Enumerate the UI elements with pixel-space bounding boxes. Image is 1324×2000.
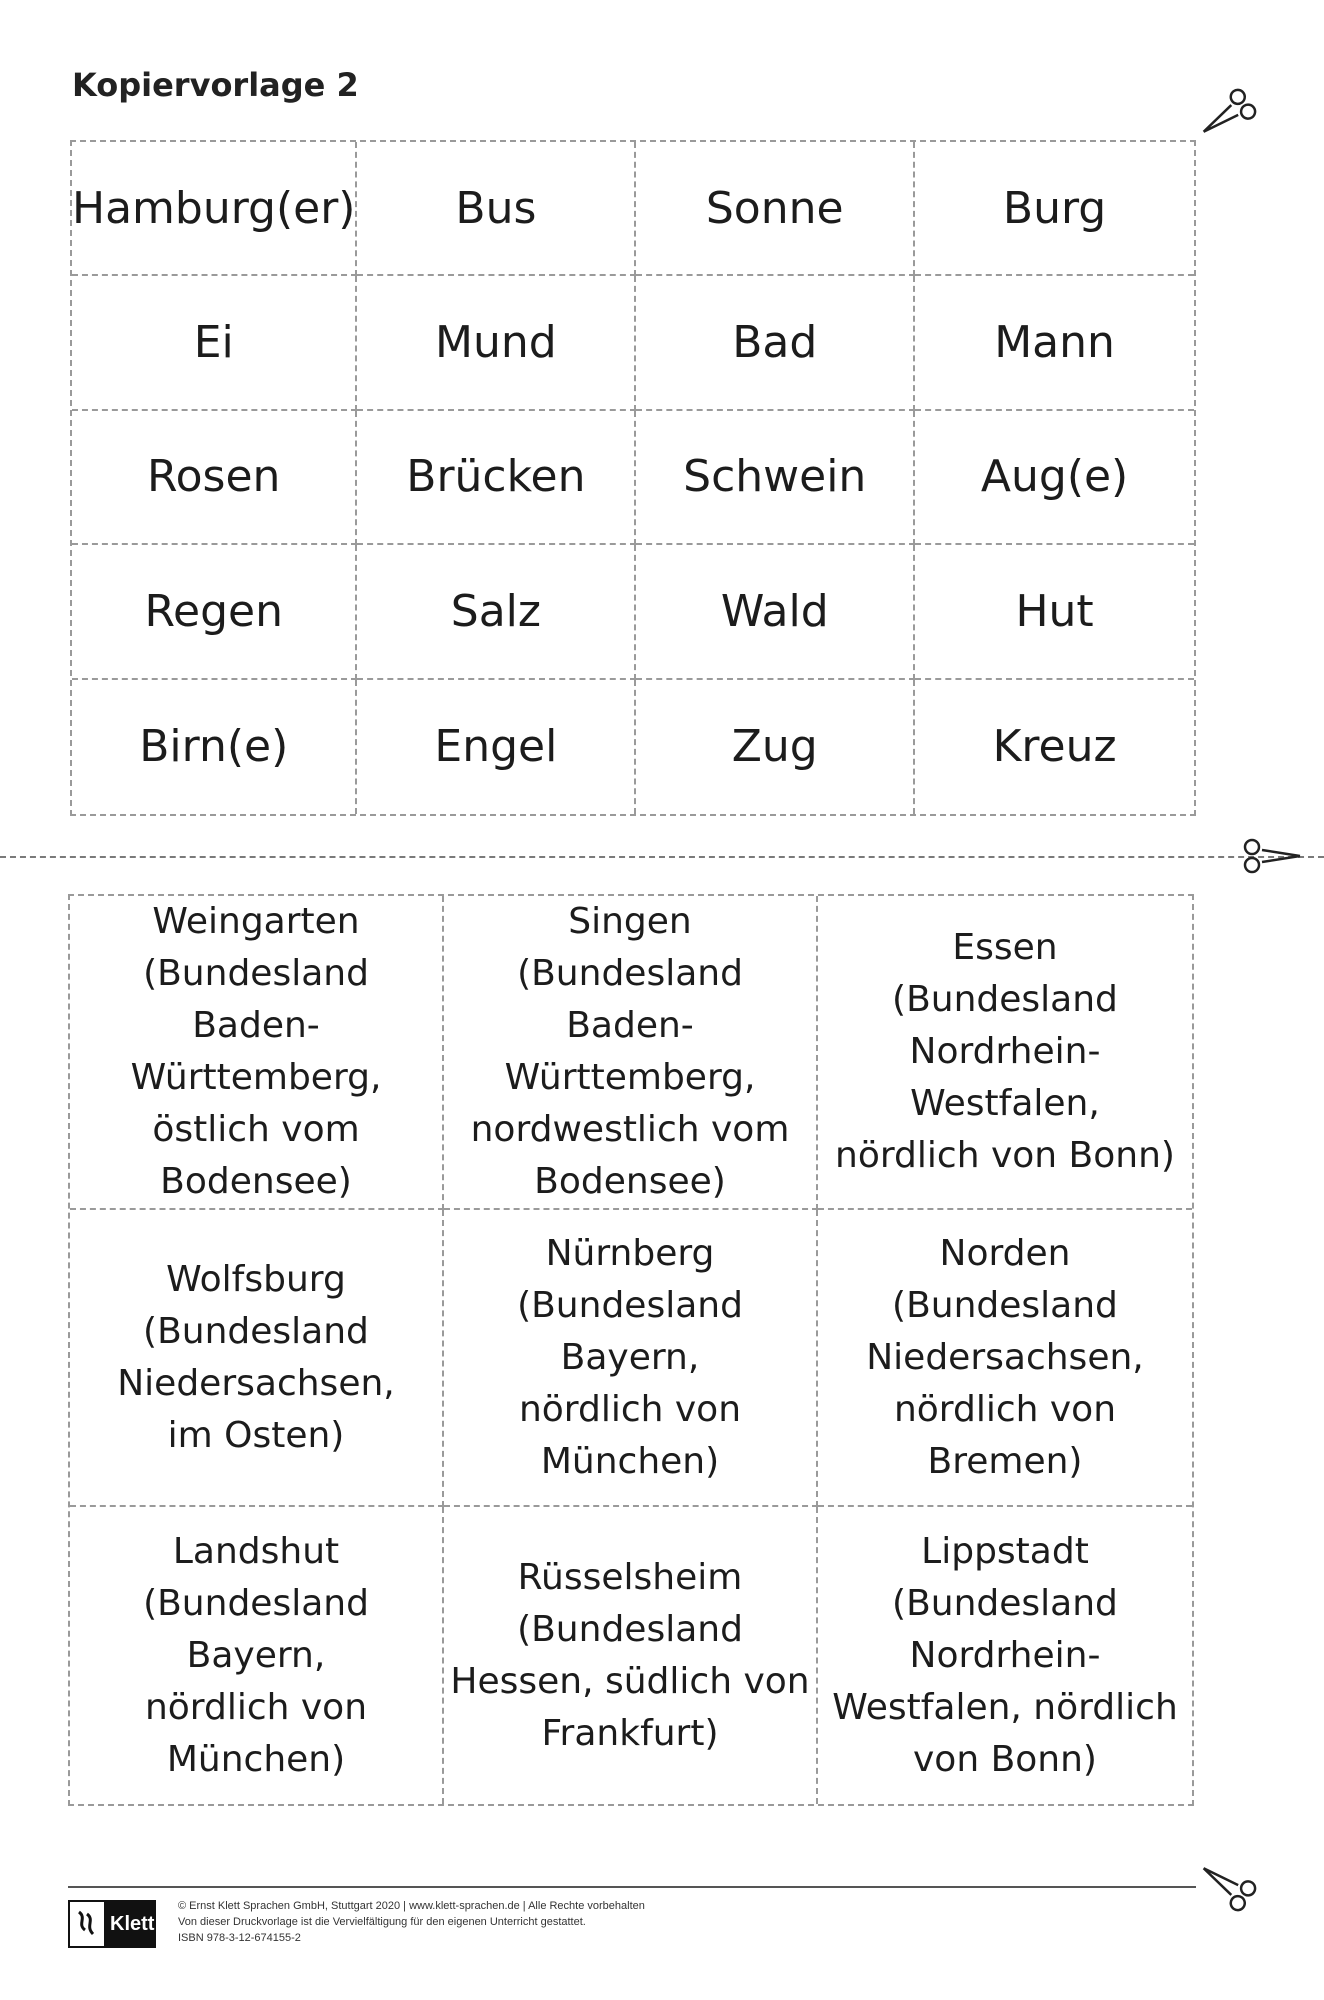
place-card-line: Württemberg, xyxy=(130,1057,382,1098)
place-card-line: nördlich von Bonn) xyxy=(835,1135,1175,1176)
place-card-line: nördlich von xyxy=(518,1388,742,1430)
place-card-line: (Bundesland Baden- xyxy=(143,953,369,1046)
place-card-line: im Osten) xyxy=(167,1414,345,1456)
place-card-line: Nürnberg xyxy=(545,1232,715,1274)
scissors-icon xyxy=(1192,80,1267,147)
place-card xyxy=(70,896,444,1210)
word-card: Birn(e) xyxy=(72,680,357,814)
place-card-line: Bodensee) xyxy=(160,1161,352,1202)
place-card xyxy=(818,1210,1192,1507)
place-card-line: von Bonn) xyxy=(912,1738,1097,1780)
page-title: Kopiervorlage 2 xyxy=(72,66,359,104)
place-card-line: (Bundesland xyxy=(892,979,1118,1020)
place-card-line: Landshut xyxy=(172,1530,340,1572)
place-card-line: nördlich von xyxy=(893,1388,1117,1430)
footer-rule xyxy=(68,1886,1196,1888)
place-card-line: Lippstadt xyxy=(921,1530,1089,1572)
word-card: Salz xyxy=(357,545,636,679)
word-card: Ei xyxy=(72,276,357,410)
word-card: Rosen xyxy=(72,411,357,545)
word-card: Aug(e) xyxy=(915,411,1194,545)
word-card: Mann xyxy=(915,276,1194,410)
place-card xyxy=(818,896,1192,1210)
scissors-icon xyxy=(1192,1852,1267,1919)
place-card-line: Bremen) xyxy=(927,1440,1083,1482)
place-card xyxy=(444,1507,818,1804)
place-card xyxy=(444,1210,818,1507)
word-card: Schwein xyxy=(636,411,915,545)
place-card xyxy=(818,1507,1192,1804)
word-card: Zug xyxy=(636,680,915,814)
word-card: Engel xyxy=(357,680,636,814)
word-card: Hamburg(er) xyxy=(72,142,357,276)
copyright-line: © Ernst Klett Sprachen GmbH, Stuttgart 2020 | www.klett-sprachen.de | Alle Rechte vorbehalten xyxy=(178,1900,645,1912)
word-card: Regen xyxy=(72,545,357,679)
place-card-line: Nordrhein- xyxy=(909,1031,1101,1072)
place-card-line: Westfalen, xyxy=(910,1083,1100,1124)
place-card-line: (Bundesland xyxy=(892,1582,1118,1624)
place-card xyxy=(70,1507,444,1804)
place-card-line: nordwestlich vom xyxy=(470,1109,790,1150)
scissors-icon xyxy=(1236,838,1302,874)
place-card-line: Nordrhein- xyxy=(909,1634,1101,1676)
word-card: Brücken xyxy=(357,411,636,545)
place-card-line: östlich vom xyxy=(152,1109,360,1150)
copyright-notice xyxy=(178,1898,645,1946)
word-card: Kreuz xyxy=(992,721,1117,773)
word-card: Sonne xyxy=(636,142,915,276)
word-card: Bad xyxy=(636,276,915,410)
place-card-line: München) xyxy=(166,1738,346,1780)
place-card xyxy=(70,1210,444,1507)
place-card-line: (Bundesland Baden- xyxy=(517,953,743,1046)
logo-wordmark: Klett xyxy=(110,1912,155,1935)
place-card-line: Bodensee) xyxy=(534,1161,726,1202)
place-card-line: München) xyxy=(540,1440,720,1482)
place-card-line: Rüsselsheim xyxy=(517,1556,743,1598)
place-card-line: Württemberg, xyxy=(504,1057,756,1098)
isbn: ISBN 978-3-12-674155-2 xyxy=(178,1932,301,1944)
place-card-line: (Bundesland Bayern, xyxy=(517,1284,743,1378)
word-card: Bus xyxy=(357,142,636,276)
place-card-line: Frankfurt) xyxy=(541,1712,719,1754)
place-card-line: Niedersachsen, xyxy=(117,1362,395,1404)
place-card-line: (Bundesland xyxy=(892,1284,1118,1326)
word-card: Burg xyxy=(915,142,1194,276)
place-card-line: (Bundesland xyxy=(517,1608,743,1650)
word-card: Wald xyxy=(636,545,915,679)
cut-line xyxy=(0,856,1324,858)
place-card-line: (Bundesland Bayern, xyxy=(143,1582,369,1676)
word-card: Hut xyxy=(915,545,1194,679)
place-card-grid xyxy=(68,894,1194,1806)
place-card-line: Weingarten xyxy=(152,901,360,942)
word-card-grid xyxy=(70,140,1196,816)
usage-note: Von dieser Druckvorlage ist die Vervielfältigung für den eigenen Unterricht gestattet. xyxy=(178,1916,586,1928)
place-card xyxy=(444,896,818,1210)
place-card-line: (Bundesland xyxy=(143,1310,369,1352)
place-card-line: Norden xyxy=(939,1232,1071,1274)
word-card: Mund xyxy=(357,276,636,410)
place-card-line: Wolfsburg xyxy=(166,1258,346,1300)
place-card-line: nördlich von xyxy=(144,1686,368,1728)
place-card-line: Essen xyxy=(952,927,1058,968)
klett-mark-icon xyxy=(68,1900,106,1948)
place-card-line: Singen xyxy=(568,901,692,942)
klett-logo xyxy=(68,1900,156,1948)
place-card-line: Hessen, südlich von xyxy=(450,1660,810,1702)
place-card-line: Niedersachsen, xyxy=(866,1336,1144,1378)
place-card-line: Westfalen, nördlich xyxy=(832,1686,1178,1728)
